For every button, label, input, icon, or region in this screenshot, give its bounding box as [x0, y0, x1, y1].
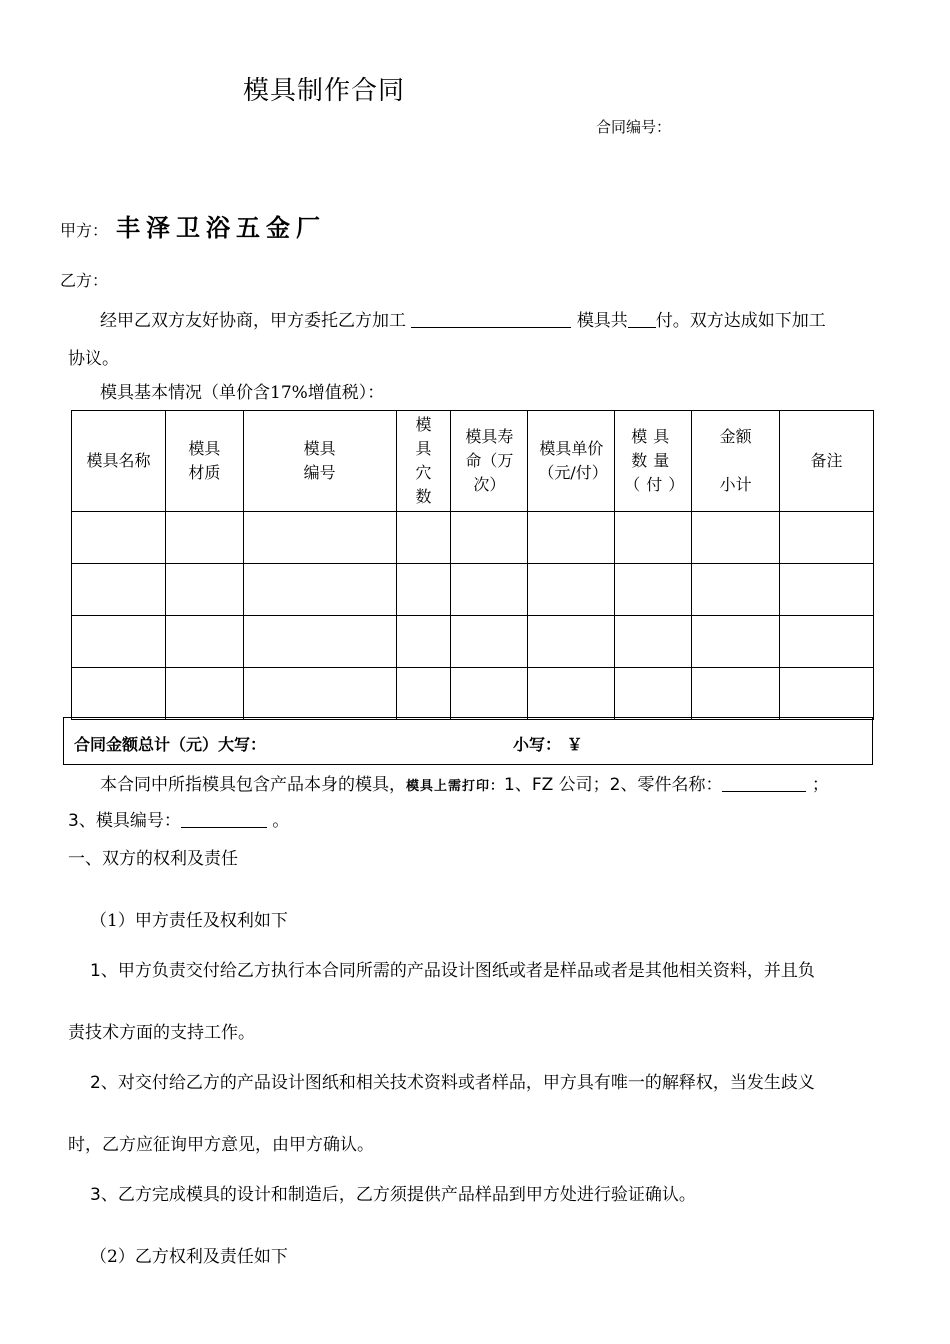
section-heading-rights: 一、双方的权利及责任	[68, 849, 238, 869]
currency-symbol: ￥	[566, 735, 583, 754]
header-mold-quantity: 模具数量（付）	[615, 411, 692, 512]
print-note-text-1: 本合同中所指模具包含产品本身的模具，	[100, 775, 406, 795]
table-cell[interactable]	[396, 616, 451, 668]
party-b-label: 乙方：	[60, 271, 109, 290]
table-cell[interactable]	[243, 564, 396, 616]
table-cell[interactable]	[692, 564, 780, 616]
clause-1-continuation: 责技术方面的支持工作。	[68, 1023, 255, 1043]
subsection-party-a: （1）甲方责任及权利如下	[90, 911, 288, 931]
intro-continuation: 协议。	[68, 349, 119, 369]
header-subtotal: 金额小计	[692, 411, 780, 512]
part-name-blank	[722, 775, 806, 792]
table-cell[interactable]	[528, 616, 615, 668]
clause-3: 3、乙方完成模具的设计和制造后，乙方须提供产品样品到甲方处进行验证确认。	[90, 1185, 696, 1205]
table-row	[72, 564, 874, 616]
table-cell[interactable]	[72, 512, 166, 564]
header-unit-price: 模具单价（元/付）	[528, 411, 615, 512]
mold-name-blank	[411, 311, 571, 328]
table-cell[interactable]	[451, 512, 528, 564]
intro-text-3: 付。双方达成如下加工	[655, 311, 826, 331]
print-note-semicolon: ；	[811, 775, 829, 795]
table-cell[interactable]	[692, 616, 780, 668]
table-cell[interactable]	[451, 668, 528, 720]
total-amount-small: 小写： ￥	[513, 735, 583, 754]
clause-2-continuation: 时，乙方应征询甲方意见，由甲方确认。	[68, 1135, 374, 1155]
party-a-label: 甲方：	[60, 221, 109, 240]
table-cell[interactable]	[615, 616, 692, 668]
header-mold-number: 模具编号	[243, 411, 396, 512]
table-row	[72, 616, 874, 668]
clause-2: 2、对交付给乙方的产品设计图纸和相关技术资料或者样品，甲方具有唯一的解释权，当发生歧义	[90, 1073, 815, 1093]
table-cell[interactable]	[165, 564, 243, 616]
clause-1: 1、甲方负责交付给乙方执行本合同所需的产品设计图纸或者是样品或者是其他相关资料，并且负	[90, 961, 815, 981]
table-header-row	[72, 411, 874, 512]
print-note-text-2: 1、FZ 公司；2、零件名称：	[504, 775, 723, 795]
table-caption: 模具基本情况（单价含17%增值税）：	[100, 383, 385, 403]
table-cell[interactable]	[528, 564, 615, 616]
header-mold-name: 模具名称	[72, 411, 166, 512]
header-mold-life: 模具寿命（万次）	[451, 411, 528, 512]
table-cell[interactable]	[165, 668, 243, 720]
table-cell[interactable]	[243, 616, 396, 668]
contract-total-box	[63, 717, 873, 765]
mold-number-line	[68, 806, 289, 831]
table-cell[interactable]	[72, 616, 166, 668]
table-cell[interactable]	[780, 512, 874, 564]
table-cell[interactable]	[396, 564, 451, 616]
table-cell[interactable]	[780, 616, 874, 668]
table-cell[interactable]	[528, 668, 615, 720]
mold-number-label: 3、模具编号：	[68, 811, 181, 831]
table-cell[interactable]	[615, 512, 692, 564]
table-cell[interactable]	[451, 564, 528, 616]
table-cell[interactable]	[615, 564, 692, 616]
party-a-name: 丰泽卫浴五金厂	[116, 213, 326, 242]
total-amount-label: 合同金额总计（元）大写：	[74, 735, 267, 754]
intro-text-1: 经甲乙双方友好协商，甲方委托乙方加工	[100, 311, 406, 331]
contract-number-label: 合同编号：	[596, 118, 672, 136]
table-cell[interactable]	[72, 564, 166, 616]
table-cell[interactable]	[243, 668, 396, 720]
subsection-party-b: （2）乙方权利及责任如下	[90, 1247, 288, 1267]
header-mold-material: 模具材质	[165, 411, 243, 512]
mold-number-period: 。	[272, 811, 290, 831]
print-note-line	[100, 770, 829, 795]
table-cell[interactable]	[692, 512, 780, 564]
table-cell[interactable]	[451, 616, 528, 668]
table-cell[interactable]	[165, 512, 243, 564]
mold-number-blank	[181, 811, 267, 828]
table-cell[interactable]	[243, 512, 396, 564]
mold-info-table	[71, 410, 874, 720]
header-cavity-count: 模具穴数	[396, 411, 451, 512]
header-remarks: 备注	[780, 411, 874, 512]
table-cell[interactable]	[692, 668, 780, 720]
table-row	[72, 512, 874, 564]
table-cell[interactable]	[615, 668, 692, 720]
intro-paragraph	[100, 306, 826, 331]
table-cell[interactable]	[780, 668, 874, 720]
mold-count-blank	[628, 311, 656, 328]
table-cell[interactable]	[72, 668, 166, 720]
table-cell[interactable]	[396, 668, 451, 720]
table-cell[interactable]	[780, 564, 874, 616]
table-cell[interactable]	[528, 512, 615, 564]
table-cell[interactable]	[165, 616, 243, 668]
document-title: 模具制作合同	[243, 76, 406, 106]
table-row	[72, 668, 874, 720]
table-cell[interactable]	[396, 512, 451, 564]
intro-text-2: 模具共	[576, 311, 628, 331]
print-note-emphasis: 模具上需打印：	[406, 779, 505, 794]
